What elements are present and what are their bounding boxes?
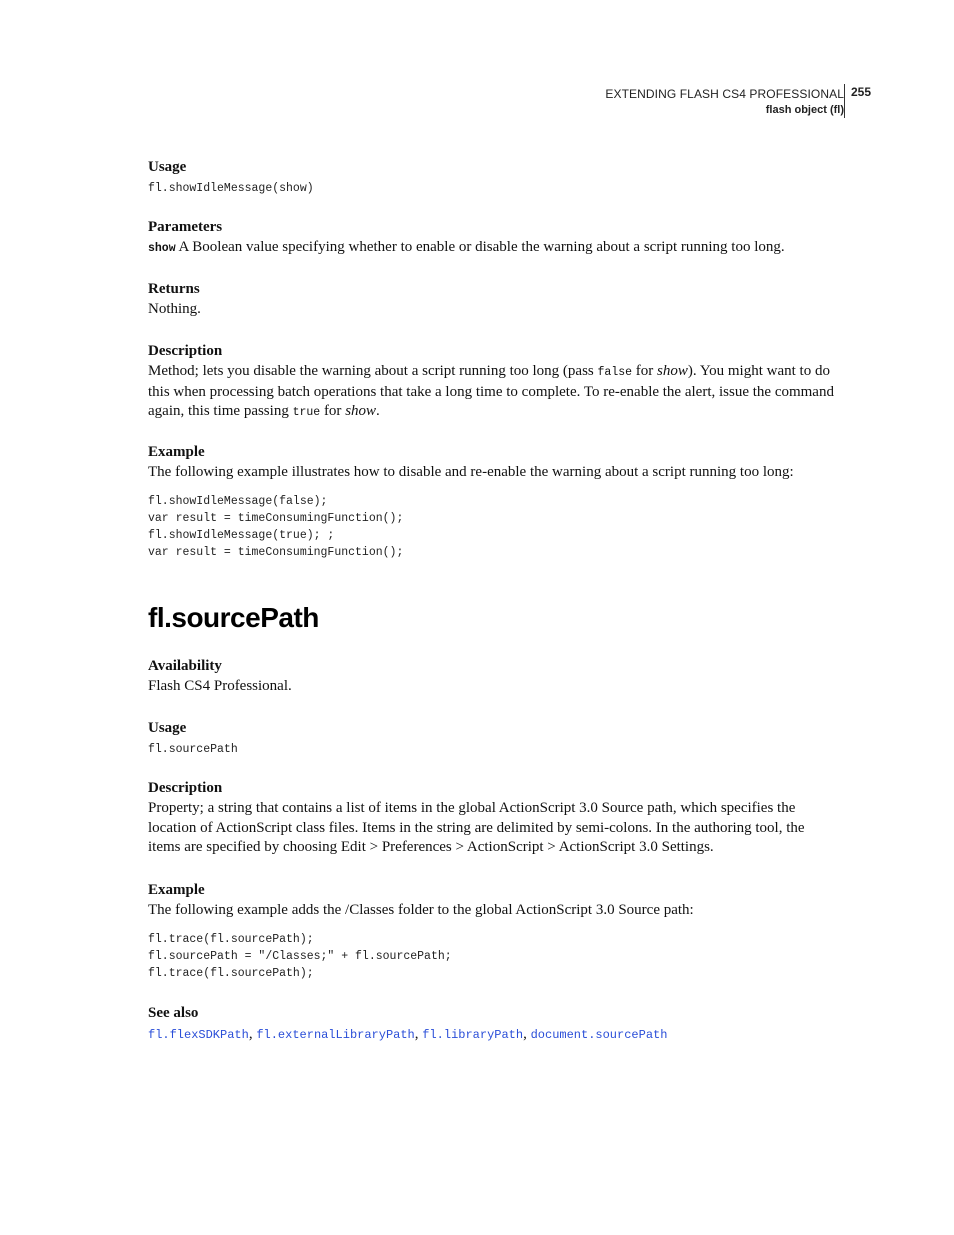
param-reference: show: [657, 363, 688, 379]
description-paragraph: [148, 362, 840, 423]
description-text: .: [376, 403, 380, 420]
description-paragraph: Property; a string that contains a list of items in the global ActionScript 3.0 Source path, which specifies the location of ActionScript class files. Items in the string are delimited by semi-colons. In the authoring tool, the items are specified by choosing Edit > Preferences > ActionScript > ActionScript 3.0 Settings.: [148, 800, 805, 856]
description-text: ). You might want to do this when processing batch operations that take a long time to complete. To re-enable the alert, issue the command again, this time passing: [148, 363, 834, 420]
example-heading: Example: [148, 444, 205, 460]
example-text: The following example adds the /Classes folder to the global ActionScript 3.0 Source path:: [148, 902, 694, 918]
usage-heading: Usage: [148, 720, 187, 736]
returns-heading: Returns: [148, 281, 200, 297]
example-code-block: [148, 493, 403, 561]
availability-text: Flash CS4 Professional.: [148, 678, 292, 694]
returns-text: Nothing.: [148, 301, 201, 317]
example-text: The following example illustrates how to disable and re-enable the warning about a script running too long:: [148, 464, 794, 480]
see-also-links: [148, 1025, 667, 1043]
parameter-name: show: [148, 242, 176, 255]
book-title: EXTENDING FLASH CS4 PROFESSIONAL: [605, 87, 844, 101]
inline-code-true: true: [292, 406, 321, 420]
link-externallibrarypath[interactable]: fl.externalLibraryPath: [256, 1028, 415, 1042]
parameters-heading: Parameters: [148, 219, 223, 235]
code-line: fl.showIdleMessage(true); ;: [148, 529, 335, 542]
example-heading: Example: [148, 882, 205, 898]
description-text: for: [632, 363, 658, 379]
link-separator: ,: [248, 1026, 257, 1042]
parameter-row: [148, 238, 840, 259]
link-document-sourcepath[interactable]: document.sourcePath: [530, 1028, 668, 1042]
code-line: fl.trace(fl.sourcePath);: [148, 967, 314, 980]
running-header: [605, 86, 844, 118]
section-title: flash object (fl): [765, 104, 844, 116]
usage-code: fl.sourcePath: [148, 743, 238, 756]
param-reference: show: [345, 403, 377, 420]
code-line: fl.showIdleMessage(false);: [148, 495, 328, 508]
link-librarypath[interactable]: fl.libraryPath: [422, 1028, 524, 1042]
usage-heading: Usage: [148, 159, 187, 175]
example-code-block: [148, 931, 452, 982]
code-line: fl.trace(fl.sourcePath);: [148, 933, 314, 946]
link-separator: ,: [414, 1026, 423, 1042]
see-also-heading: See also: [148, 1005, 199, 1021]
section-title-sourcepath: fl.sourcePath: [148, 602, 319, 633]
description-text: Method; lets you disable the warning about a script running too long (pass: [148, 363, 598, 379]
code-line: fl.sourcePath = "/Classes;" + fl.sourcePath;: [148, 950, 452, 963]
header-divider: [844, 84, 845, 118]
link-separator: ,: [523, 1026, 531, 1042]
code-line: var result = timeConsumingFunction();: [148, 546, 404, 559]
page-number: 255: [851, 85, 872, 99]
description-heading: Description: [148, 343, 223, 359]
description-heading: Description: [148, 780, 223, 796]
code-line: var result = timeConsumingFunction();: [148, 512, 404, 525]
inline-code-false: false: [597, 366, 633, 379]
link-flexsdkpath[interactable]: fl.flexSDKPath: [148, 1028, 249, 1042]
usage-code: fl.showIdleMessage(show): [148, 182, 314, 195]
availability-heading: Availability: [148, 658, 222, 674]
description-text: for: [320, 403, 346, 420]
parameter-description: A Boolean value specifying whether to enable or disable the warning about a script running too long.: [178, 239, 785, 255]
